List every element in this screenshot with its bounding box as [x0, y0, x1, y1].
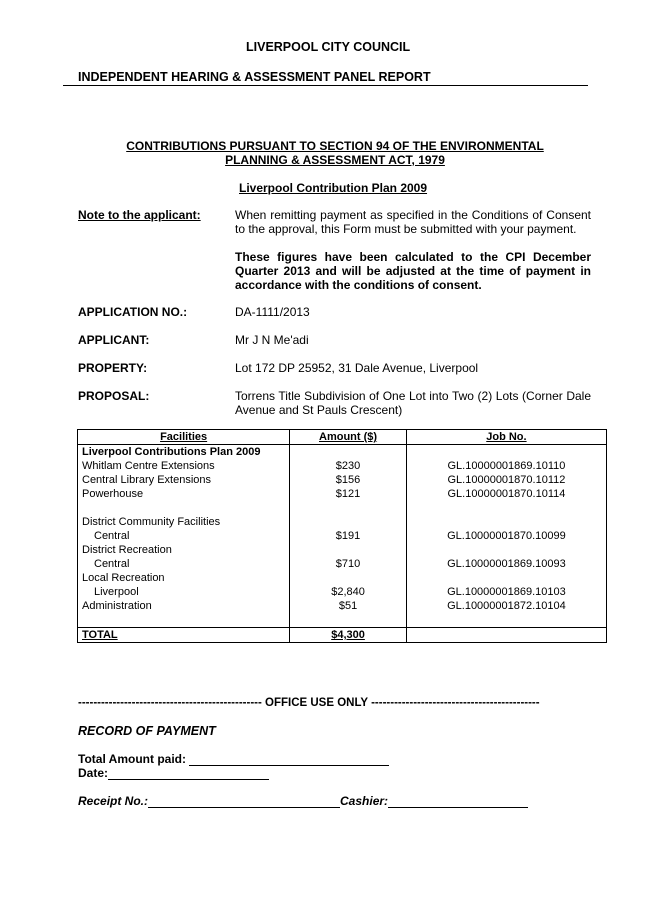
application-label: APPLICATION NO.: — [78, 305, 188, 319]
facility-cell: District Recreation — [78, 543, 290, 557]
facility-cell: Liverpool — [78, 585, 290, 599]
property-label: PROPERTY: — [78, 361, 148, 375]
facility-cell — [78, 501, 290, 515]
job-cell: GL.10000001870.10112 — [406, 473, 606, 487]
table-row — [78, 501, 607, 515]
plan-row-amount — [290, 445, 407, 460]
header-facilities: Facilities — [78, 430, 290, 445]
applicant-label: APPLICANT: — [78, 333, 150, 347]
facility-cell: District Community Facilities — [78, 515, 290, 529]
facility-cell: Administration — [78, 599, 290, 613]
header-job-no: Job No. — [406, 430, 606, 445]
job-cell — [406, 515, 606, 529]
table-row — [78, 543, 607, 557]
table-row — [78, 557, 607, 571]
office-use-divider: ------------------------------------------------ OFFICE USE ONLY -------------------------------------------- — [78, 697, 540, 709]
council-title: LIVERPOOL CITY COUNCIL — [246, 40, 411, 54]
facility-cell: Whitlam Centre Extensions — [78, 459, 290, 473]
proposal-value: Torrens Title Subdivision of One Lot into Two (2) Lots (Corner Dale Avenue and St Pauls Crescent) — [235, 389, 591, 417]
header-rule — [63, 85, 588, 86]
amount-cell: $121 — [290, 487, 407, 501]
report-title: INDEPENDENT HEARING & ASSESSMENT PANEL REPORT — [78, 70, 431, 84]
total-paid-row — [78, 752, 389, 766]
facility-cell: Powerhouse — [78, 487, 290, 501]
date-row: Date: — [78, 766, 269, 780]
table-row — [78, 599, 607, 613]
total-label: TOTAL — [78, 628, 290, 643]
property-value: Lot 172 DP 25952, 31 Dale Avenue, Liverpool — [235, 361, 479, 375]
table-row — [78, 529, 607, 543]
facility-cell: Central — [78, 557, 290, 571]
amount-cell: $230 — [290, 459, 407, 473]
facility-cell: Central Library Extensions — [78, 473, 290, 487]
total-row — [78, 628, 607, 643]
note-text: When remitting payment as specified in the Conditions of Consent to the approval, this Form must be submitted with your payment. — [235, 208, 591, 236]
job-cell: GL.10000001870.10099 — [406, 529, 606, 543]
date-field[interactable] — [108, 767, 269, 780]
note-label: Note to the applicant: — [78, 208, 201, 222]
receipt-field[interactable] — [148, 795, 340, 808]
job-cell — [406, 543, 606, 557]
table-row — [78, 613, 607, 628]
amount-cell: $710 — [290, 557, 407, 571]
cashier-field[interactable] — [388, 795, 528, 808]
job-cell — [406, 501, 606, 515]
facilities-table — [77, 429, 607, 643]
amount-cell: $156 — [290, 473, 407, 487]
table-row — [78, 515, 607, 529]
facility-cell: Central — [78, 529, 290, 543]
amount-cell: $51 — [290, 599, 407, 613]
amount-cell — [290, 613, 407, 628]
job-cell — [406, 571, 606, 585]
receipt-label: Receipt No.: — [78, 794, 149, 808]
application-value: DA-1111/2013 — [235, 305, 310, 319]
table-row — [78, 571, 607, 585]
amount-cell — [290, 501, 407, 515]
plan-name: Liverpool Contribution Plan 2009 — [239, 181, 428, 195]
receipt-row — [78, 794, 528, 808]
total-paid-label: Total Amount paid: — [78, 752, 186, 766]
plan-row-label: Liverpool Contributions Plan 2009 — [78, 445, 290, 460]
date-label: Date — [78, 766, 105, 780]
contributions-heading-line1: CONTRIBUTIONS PURSUANT TO SECTION 94 OF THE ENVIRONMENTAL — [126, 139, 544, 153]
job-cell: GL.10000001869.10110 — [406, 459, 606, 473]
header-amount: Amount ($) — [290, 430, 407, 445]
total-job — [406, 628, 606, 643]
table-row — [78, 459, 607, 473]
note-bold-text: These figures have been calculated to the CPI December Quarter 2013 and will be adjusted at the time of payment in accordance with the conditions of consent. — [235, 250, 591, 292]
plan-row — [78, 445, 607, 460]
record-of-payment: RECORD OF PAYMENT — [78, 724, 216, 738]
amount-cell: $2,840 — [290, 585, 407, 599]
amount-cell — [290, 515, 407, 529]
table-row — [78, 585, 607, 599]
contributions-heading-line2: PLANNING & ASSESSMENT ACT, 1979 — [225, 153, 445, 167]
facility-cell — [78, 613, 290, 628]
applicant-value: Mr J N Me'adi — [235, 333, 309, 347]
plan-row-job — [406, 445, 606, 460]
table-row — [78, 473, 607, 487]
job-cell: GL.10000001870.10114 — [406, 487, 606, 501]
table-header-row — [78, 430, 607, 445]
amount-cell — [290, 543, 407, 557]
job-cell: GL.10000001872.10104 — [406, 599, 606, 613]
job-cell: GL.10000001869.10103 — [406, 585, 606, 599]
job-cell: GL.10000001869.10093 — [406, 557, 606, 571]
job-cell — [406, 613, 606, 628]
table-row — [78, 487, 607, 501]
facility-cell: Local Recreation — [78, 571, 290, 585]
total-amount: $4,300 — [290, 628, 407, 643]
proposal-label: PROPOSAL: — [78, 389, 150, 403]
amount-cell — [290, 571, 407, 585]
amount-cell: $191 — [290, 529, 407, 543]
total-paid-field[interactable] — [189, 753, 389, 766]
cashier-label: Cashier: — [340, 794, 389, 808]
